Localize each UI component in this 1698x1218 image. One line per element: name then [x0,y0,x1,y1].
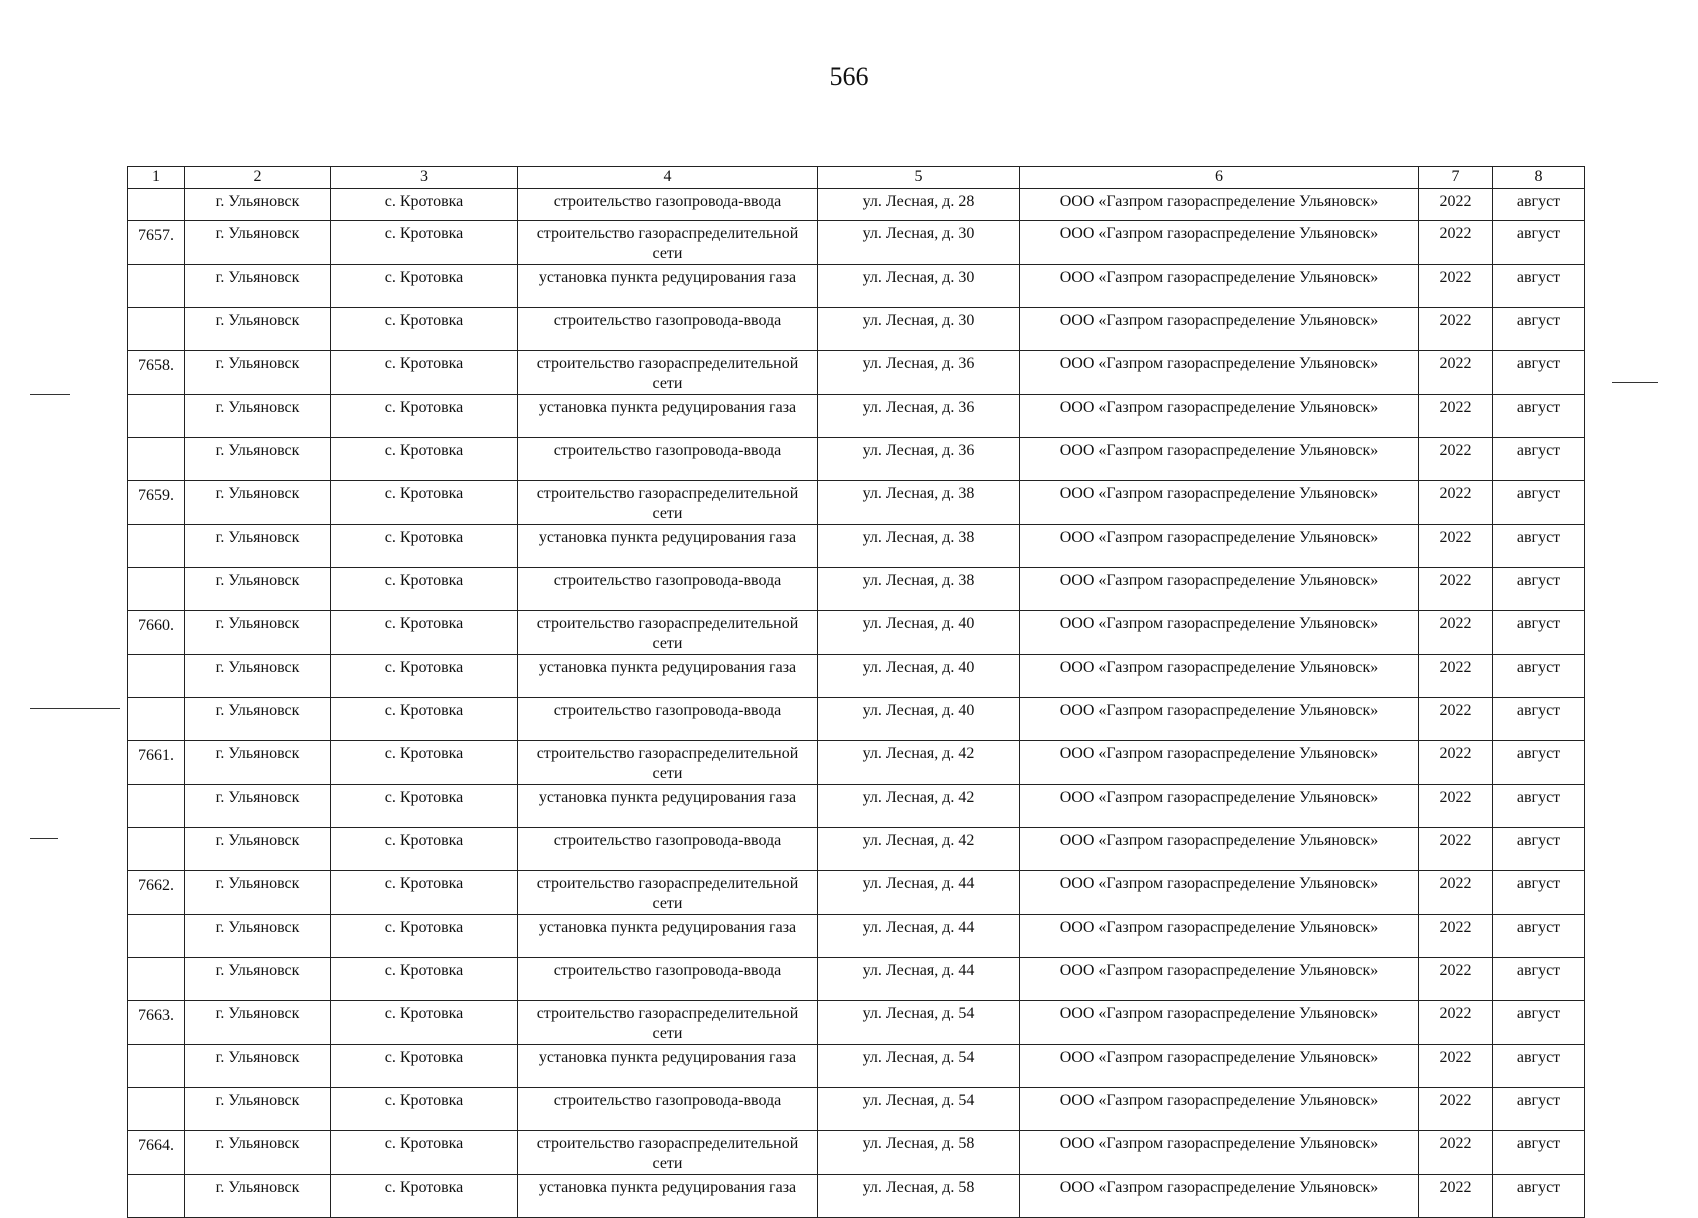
organization-cell: ООО «Газпром газораспределение Ульяновск» [1020,871,1419,915]
column-number: 8 [1493,167,1585,189]
year-cell: 2022 [1419,698,1493,741]
row-number-cell [128,308,185,351]
month-cell: август [1493,1001,1585,1045]
scan-mark [1612,382,1658,383]
year-cell: 2022 [1419,828,1493,871]
village-cell: с. Кротовка [331,1045,518,1088]
work-type-cell: установка пункта редуцирования газа [518,525,818,568]
city-cell: г. Ульяновск [185,525,331,568]
city-cell: г. Ульяновск [185,568,331,611]
work-type-cell: установка пункта редуцирования газа [518,655,818,698]
row-number-cell [128,568,185,611]
table-row [128,958,1585,1001]
column-number: 5 [818,167,1020,189]
organization-cell: ООО «Газпром газораспределение Ульяновск» [1020,525,1419,568]
row-number-cell [128,1088,185,1131]
row-number-cell [128,395,185,438]
table-row [128,568,1585,611]
city-cell: г. Ульяновск [185,828,331,871]
year-cell: 2022 [1419,915,1493,958]
city-cell: г. Ульяновск [185,1088,331,1131]
organization-cell: ООО «Газпром газораспределение Ульяновск» [1020,828,1419,871]
organization-cell: ООО «Газпром газораспределение Ульяновск» [1020,958,1419,1001]
row-number-cell [128,265,185,308]
column-number-row [128,167,1585,189]
work-type-cell: установка пункта редуцирования газа [518,915,818,958]
work-type-cell: строительство газораспределительной сети [518,351,818,395]
year-cell: 2022 [1419,265,1493,308]
address-cell: ул. Лесная, д. 54 [818,1088,1020,1131]
table-row [128,525,1585,568]
village-cell: с. Кротовка [331,698,518,741]
village-cell: с. Кротовка [331,611,518,655]
year-cell: 2022 [1419,395,1493,438]
column-number: 7 [1419,167,1493,189]
organization-cell: ООО «Газпром газораспределение Ульяновск» [1020,308,1419,351]
year-cell: 2022 [1419,308,1493,351]
city-cell: г. Ульяновск [185,189,331,221]
work-type-cell: установка пункта редуцирования газа [518,395,818,438]
village-cell: с. Кротовка [331,1001,518,1045]
village-cell: с. Кротовка [331,525,518,568]
address-cell: ул. Лесная, д. 44 [818,871,1020,915]
month-cell: август [1493,871,1585,915]
organization-cell: ООО «Газпром газораспределение Ульяновск» [1020,741,1419,785]
organization-cell: ООО «Газпром газораспределение Ульяновск» [1020,568,1419,611]
city-cell: г. Ульяновск [185,481,331,525]
organization-cell: ООО «Газпром газораспределение Ульяновск» [1020,189,1419,221]
work-type-cell: строительство газопровода-ввода [518,1088,818,1131]
row-number-cell [128,655,185,698]
month-cell: август [1493,1045,1585,1088]
year-cell: 2022 [1419,1175,1493,1218]
table-row [128,189,1585,221]
column-number: 6 [1020,167,1419,189]
column-number: 4 [518,167,818,189]
year-cell: 2022 [1419,741,1493,785]
address-cell: ул. Лесная, д. 40 [818,698,1020,741]
work-type-cell: установка пункта редуцирования газа [518,265,818,308]
village-cell: с. Кротовка [331,871,518,915]
work-type-cell: строительство газораспределительной сети [518,221,818,265]
page-number: 566 [829,62,869,91]
address-cell: ул. Лесная, д. 58 [818,1175,1020,1218]
work-type-cell: строительство газопровода-ввода [518,698,818,741]
village-cell: с. Кротовка [331,265,518,308]
work-type-cell: строительство газопровода-ввода [518,568,818,611]
year-cell: 2022 [1419,568,1493,611]
village-cell: с. Кротовка [331,395,518,438]
address-cell: ул. Лесная, д. 40 [818,655,1020,698]
table-row [128,395,1585,438]
organization-cell: ООО «Газпром газораспределение Ульяновск» [1020,698,1419,741]
table-row [128,655,1585,698]
city-cell: г. Ульяновск [185,221,331,265]
city-cell: г. Ульяновск [185,785,331,828]
table-row [128,871,1585,915]
address-cell: ул. Лесная, д. 54 [818,1045,1020,1088]
table-body [128,189,1585,1218]
organization-cell: ООО «Газпром газораспределение Ульяновск» [1020,785,1419,828]
table-row [128,1001,1585,1045]
address-cell: ул. Лесная, д. 38 [818,568,1020,611]
row-number-cell [128,1045,185,1088]
year-cell: 2022 [1419,1088,1493,1131]
year-cell: 2022 [1419,958,1493,1001]
month-cell: август [1493,611,1585,655]
organization-cell: ООО «Газпром газораспределение Ульяновск» [1020,611,1419,655]
organization-cell: ООО «Газпром газораспределение Ульяновск» [1020,915,1419,958]
address-cell: ул. Лесная, д. 38 [818,525,1020,568]
work-type-cell: строительство газораспределительной сети [518,1131,818,1175]
address-cell: ул. Лесная, д. 44 [818,915,1020,958]
village-cell: с. Кротовка [331,915,518,958]
month-cell: август [1493,1131,1585,1175]
work-type-cell: установка пункта редуцирования газа [518,1175,818,1218]
city-cell: г. Ульяновск [185,1045,331,1088]
address-cell: ул. Лесная, д. 30 [818,265,1020,308]
village-cell: с. Кротовка [331,1175,518,1218]
village-cell: с. Кротовка [331,785,518,828]
year-cell: 2022 [1419,351,1493,395]
city-cell: г. Ульяновск [185,1001,331,1045]
month-cell: август [1493,915,1585,958]
city-cell: г. Ульяновск [185,1131,331,1175]
year-cell: 2022 [1419,438,1493,481]
village-cell: с. Кротовка [331,481,518,525]
organization-cell: ООО «Газпром газораспределение Ульяновск» [1020,1045,1419,1088]
month-cell: август [1493,189,1585,221]
village-cell: с. Кротовка [331,958,518,1001]
work-type-cell: строительство газопровода-ввода [518,438,818,481]
year-cell: 2022 [1419,525,1493,568]
year-cell: 2022 [1419,871,1493,915]
address-cell: ул. Лесная, д. 30 [818,221,1020,265]
row-number-cell [128,1175,185,1218]
table-row [128,1088,1585,1131]
organization-cell: ООО «Газпром газораспределение Ульяновск» [1020,481,1419,525]
month-cell: август [1493,395,1585,438]
village-cell: с. Кротовка [331,655,518,698]
city-cell: г. Ульяновск [185,395,331,438]
work-type-cell: строительство газопровода-ввода [518,308,818,351]
month-cell: август [1493,741,1585,785]
village-cell: с. Кротовка [331,828,518,871]
village-cell: с. Кротовка [331,1088,518,1131]
organization-cell: ООО «Газпром газораспределение Ульяновск» [1020,438,1419,481]
village-cell: с. Кротовка [331,568,518,611]
village-cell: с. Кротовка [331,741,518,785]
year-cell: 2022 [1419,1131,1493,1175]
address-cell: ул. Лесная, д. 42 [818,828,1020,871]
row-number-cell [128,189,185,221]
row-number-cell: 7661. [128,741,185,785]
register-table [127,166,1585,1218]
address-cell: ул. Лесная, д. 38 [818,481,1020,525]
city-cell: г. Ульяновск [185,1175,331,1218]
organization-cell: ООО «Газпром газораспределение Ульяновск» [1020,1175,1419,1218]
city-cell: г. Ульяновск [185,351,331,395]
scan-mark [30,394,70,395]
village-cell: с. Кротовка [331,221,518,265]
row-number-cell: 7657. [128,221,185,265]
table-row [128,1131,1585,1175]
address-cell: ул. Лесная, д. 30 [818,308,1020,351]
scan-mark [30,838,58,839]
table-row [128,785,1585,828]
row-number-cell [128,698,185,741]
address-cell: ул. Лесная, д. 40 [818,611,1020,655]
organization-cell: ООО «Газпром газораспределение Ульяновск» [1020,1088,1419,1131]
month-cell: август [1493,221,1585,265]
work-type-cell: строительство газораспределительной сети [518,871,818,915]
work-type-cell: установка пункта редуцирования газа [518,1045,818,1088]
city-cell: г. Ульяновск [185,438,331,481]
row-number-cell [128,915,185,958]
table-row [128,611,1585,655]
work-type-cell: строительство газопровода-ввода [518,189,818,221]
address-cell: ул. Лесная, д. 42 [818,785,1020,828]
year-cell: 2022 [1419,221,1493,265]
row-number-cell [128,438,185,481]
row-number-cell: 7660. [128,611,185,655]
table-row [128,915,1585,958]
table-row [128,741,1585,785]
table-row [128,698,1585,741]
month-cell: август [1493,351,1585,395]
scan-mark [30,708,120,709]
work-type-cell: строительство газопровода-ввода [518,828,818,871]
row-number-cell: 7664. [128,1131,185,1175]
table-row [128,1175,1585,1218]
month-cell: август [1493,785,1585,828]
city-cell: г. Ульяновск [185,915,331,958]
month-cell: август [1493,1088,1585,1131]
city-cell: г. Ульяновск [185,655,331,698]
village-cell: с. Кротовка [331,189,518,221]
row-number-cell: 7663. [128,1001,185,1045]
column-number: 2 [185,167,331,189]
organization-cell: ООО «Газпром газораспределение Ульяновск» [1020,265,1419,308]
organization-cell: ООО «Газпром газораспределение Ульяновск» [1020,351,1419,395]
table-row [128,1045,1585,1088]
row-number-cell [128,828,185,871]
city-cell: г. Ульяновск [185,265,331,308]
year-cell: 2022 [1419,481,1493,525]
work-type-cell: строительство газопровода-ввода [518,958,818,1001]
address-cell: ул. Лесная, д. 36 [818,351,1020,395]
month-cell: август [1493,1175,1585,1218]
column-number: 3 [331,167,518,189]
table-row [128,351,1585,395]
column-number: 1 [128,167,185,189]
address-cell: ул. Лесная, д. 42 [818,741,1020,785]
city-cell: г. Ульяновск [185,698,331,741]
work-type-cell: установка пункта редуцирования газа [518,785,818,828]
row-number-cell: 7662. [128,871,185,915]
month-cell: август [1493,525,1585,568]
work-type-cell: строительство газораспределительной сети [518,481,818,525]
organization-cell: ООО «Газпром газораспределение Ульяновск» [1020,395,1419,438]
table-row [128,481,1585,525]
address-cell: ул. Лесная, д. 54 [818,1001,1020,1045]
table-row [128,438,1585,481]
organization-cell: ООО «Газпром газораспределение Ульяновск» [1020,221,1419,265]
year-cell: 2022 [1419,1001,1493,1045]
month-cell: август [1493,698,1585,741]
month-cell: август [1493,481,1585,525]
work-type-cell: строительство газораспределительной сети [518,741,818,785]
month-cell: август [1493,438,1585,481]
address-cell: ул. Лесная, д. 36 [818,438,1020,481]
month-cell: август [1493,655,1585,698]
address-cell: ул. Лесная, д. 36 [818,395,1020,438]
row-number-cell [128,525,185,568]
month-cell: август [1493,308,1585,351]
row-number-cell [128,958,185,1001]
address-cell: ул. Лесная, д. 58 [818,1131,1020,1175]
year-cell: 2022 [1419,611,1493,655]
address-cell: ул. Лесная, д. 44 [818,958,1020,1001]
year-cell: 2022 [1419,655,1493,698]
village-cell: с. Кротовка [331,351,518,395]
year-cell: 2022 [1419,1045,1493,1088]
village-cell: с. Кротовка [331,1131,518,1175]
work-type-cell: строительство газораспределительной сети [518,611,818,655]
village-cell: с. Кротовка [331,438,518,481]
row-number-cell: 7658. [128,351,185,395]
city-cell: г. Ульяновск [185,871,331,915]
row-number-cell: 7659. [128,481,185,525]
year-cell: 2022 [1419,785,1493,828]
organization-cell: ООО «Газпром газораспределение Ульяновск» [1020,1001,1419,1045]
table-row [128,221,1585,265]
organization-cell: ООО «Газпром газораспределение Ульяновск» [1020,1131,1419,1175]
year-cell: 2022 [1419,189,1493,221]
month-cell: август [1493,828,1585,871]
month-cell: август [1493,958,1585,1001]
city-cell: г. Ульяновск [185,611,331,655]
address-cell: ул. Лесная, д. 28 [818,189,1020,221]
table-row [128,265,1585,308]
row-number-cell [128,785,185,828]
city-cell: г. Ульяновск [185,308,331,351]
city-cell: г. Ульяновск [185,958,331,1001]
month-cell: август [1493,568,1585,611]
work-type-cell: строительство газораспределительной сети [518,1001,818,1045]
city-cell: г. Ульяновск [185,741,331,785]
organization-cell: ООО «Газпром газораспределение Ульяновск» [1020,655,1419,698]
table-row [128,828,1585,871]
month-cell: август [1493,265,1585,308]
village-cell: с. Кротовка [331,308,518,351]
table-row [128,308,1585,351]
